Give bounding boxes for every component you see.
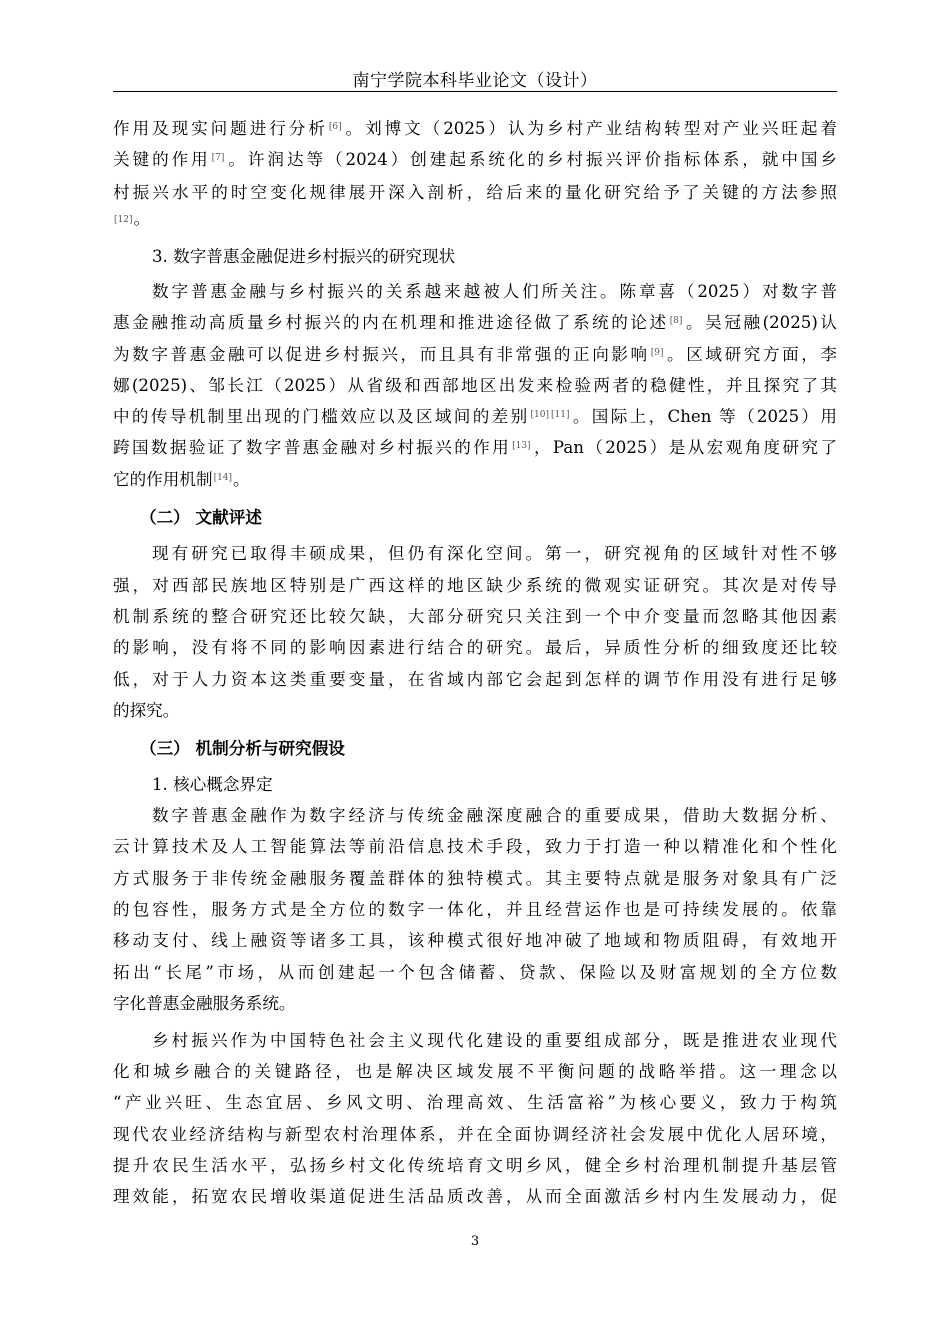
line-text: 低，对于人力资本这类重要变量，在省域内部它会起到怎样的调节作用没有进行足够	[113, 670, 837, 689]
text-line	[113, 672, 837, 689]
text-line	[152, 777, 273, 794]
text-line	[113, 609, 837, 626]
line-text: 关键的作用	[113, 150, 211, 169]
line-text: 的包容性，服务方式是全方位的数字一体化，并且经营运作也是可持续发展的。依靠	[113, 900, 837, 919]
text-line	[152, 1033, 837, 1050]
text-line	[113, 1189, 837, 1206]
text-line	[152, 808, 837, 825]
line-text: 的影响，没有将不同的影响因素进行结合的研究。最后，异质性分析的细致度还比较	[113, 638, 837, 657]
text-line	[113, 1158, 837, 1175]
line-text: 跨国数据验证了数字普惠金融对乡村振兴的作用	[113, 438, 512, 457]
line-text: 机制系统的整合研究还比较欠缺，大部分研究只关注到一个中介变量而忽略其他因素	[113, 607, 837, 626]
text-line	[152, 284, 837, 301]
line-text: 村振兴水平的时空变化规律展开深入剖析，给后来的量化研究给予了关键的方法参照	[113, 183, 837, 202]
text-line	[113, 1127, 837, 1144]
citation-marker: [12]	[114, 215, 133, 226]
text-line	[113, 839, 837, 856]
text-line	[113, 409, 837, 426]
text-line	[113, 1095, 837, 1112]
line-text: 乡村振兴作为中国特色社会主义现代化建设的重要组成部分，既是推进农业现代	[152, 1031, 837, 1050]
line-text: 的探究。	[113, 701, 180, 720]
text-line	[113, 472, 250, 489]
text-line	[113, 871, 837, 888]
line-text: （二） 文献评述	[140, 507, 262, 527]
line-text: 强，对西部民族地区特别是广西这样的地区缺少系统的微观实证研究。其次是对传导	[113, 576, 837, 595]
text-line	[113, 378, 837, 395]
line-text: 它的作用机制	[113, 470, 213, 489]
page-header-title: 南宁学院本科毕业论文（设计）	[352, 71, 598, 91]
citation-marker: [11]	[551, 410, 570, 421]
line-text: 。	[233, 470, 250, 489]
line-text: 云计算技术及人工智能算法等前沿信息技术手段，致力于打造一种以精准化和个性化	[113, 837, 837, 856]
line-text: ，Pan（2025）是从宏观角度研究了	[531, 438, 838, 457]
page-number: 3	[470, 1234, 480, 1249]
text-line	[152, 249, 455, 266]
citation-marker: [8]	[669, 316, 683, 327]
line-text: “产业兴旺、生态宜居、乡风文明、治理高效、生活富裕”为核心要义，致力于构筑	[113, 1093, 837, 1112]
citation-marker: [14]	[213, 473, 233, 484]
text-line	[113, 152, 837, 169]
line-text: 现有研究已取得丰硕成果，但仍有深化空间。第一，研究视角的区域针对性不够	[152, 544, 837, 563]
text-line	[113, 965, 837, 982]
citation-marker: [10]	[530, 410, 550, 421]
line-text: 。	[133, 209, 151, 228]
section-heading	[140, 509, 262, 526]
line-text: 1. 核心概念界定	[152, 775, 273, 794]
text-line	[113, 703, 179, 720]
line-text: 现代农业经济结构与新型农村治理体系，并在全面协调经济社会发展中优化人居环境，	[113, 1125, 837, 1144]
line-text: 惠金融推动高质量乡村振兴的内在机理和推进途径做了系统的论述	[113, 313, 669, 332]
text-line	[113, 578, 837, 595]
line-text: 为数字普惠金融可以促进乡村振兴，而且具有非常强的正向影响	[113, 345, 650, 364]
citation-marker: [7]	[211, 153, 225, 164]
text-line	[113, 185, 837, 202]
line-text: 数字普惠金融与乡村振兴的关系越来越被人们所关注。陈章喜（2025）对数字普	[152, 282, 837, 301]
text-line	[113, 902, 837, 919]
line-text: 作用及现实问题进行分析	[113, 119, 328, 138]
text-line	[113, 933, 837, 950]
line-text: 。国际上，Chen 等（2025）用	[570, 407, 837, 426]
line-text: 中的传导机制里出现的门槛效应以及区域间的差别	[113, 407, 530, 426]
line-text: 提升农民生活水平，弘扬乡村文化传统培育文明乡风，健全乡村治理机制提升基层管	[113, 1156, 837, 1175]
line-text: 移动支付、线上融资等诸多工具，该种模式很好地冲破了地域和物质阻碍，有效地开	[113, 931, 837, 950]
line-text: 方式服务于非传统金融服务覆盖群体的独特模式。其主要特点就是服务对象具有广泛	[113, 869, 837, 888]
text-line	[113, 440, 837, 457]
text-line	[113, 996, 296, 1013]
text-line	[113, 211, 150, 228]
citation-marker: [13]	[512, 441, 531, 452]
text-line	[113, 121, 837, 138]
line-text: 3. 数字普惠金融促进乡村振兴的研究现状	[152, 247, 456, 266]
text-line	[113, 347, 837, 364]
line-text: 字化普惠金融服务系统。	[113, 994, 296, 1013]
line-text: 拓出“长尾”市场，从而创建起一个包含储蓄、贷款、保险以及财富规划的全方位数	[113, 963, 837, 982]
line-text: 。刘博文（2025）认为乡村产业结构转型对产业兴旺起着	[342, 119, 838, 138]
citation-marker: [6]	[328, 122, 342, 133]
line-text: 。许润达等（2024）创建起系统化的乡村振兴评价指标体系，就中国乡	[225, 150, 838, 169]
line-text: 。区域研究方面，李	[664, 345, 838, 364]
line-text: 理效能，拓宽农民增收渠道促进生活品质改善，从而全面激活乡村内生发展动力，促	[113, 1187, 837, 1206]
line-text: 化和城乡融合的关键路径，也是解决区域发展不平衡问题的战略举措。这一理念以	[113, 1062, 837, 1081]
text-line	[113, 315, 837, 332]
line-text: 数字普惠金融作为数字经济与传统金融深度融合的重要成果，借助大数据分析、	[152, 806, 837, 825]
text-line	[152, 546, 837, 563]
header-divider	[113, 91, 837, 92]
section-heading	[140, 740, 345, 757]
citation-marker: [9]	[650, 348, 664, 359]
text-line	[113, 640, 837, 657]
line-text: 。吴冠融(2025)认	[683, 313, 837, 332]
line-text: （三） 机制分析与研究假设	[140, 738, 345, 758]
line-text: 娜(2025)、邹长江（2025）从省级和西部地区出发来检验两者的稳健性，并且探究了其	[113, 376, 837, 395]
text-line	[113, 1064, 837, 1081]
